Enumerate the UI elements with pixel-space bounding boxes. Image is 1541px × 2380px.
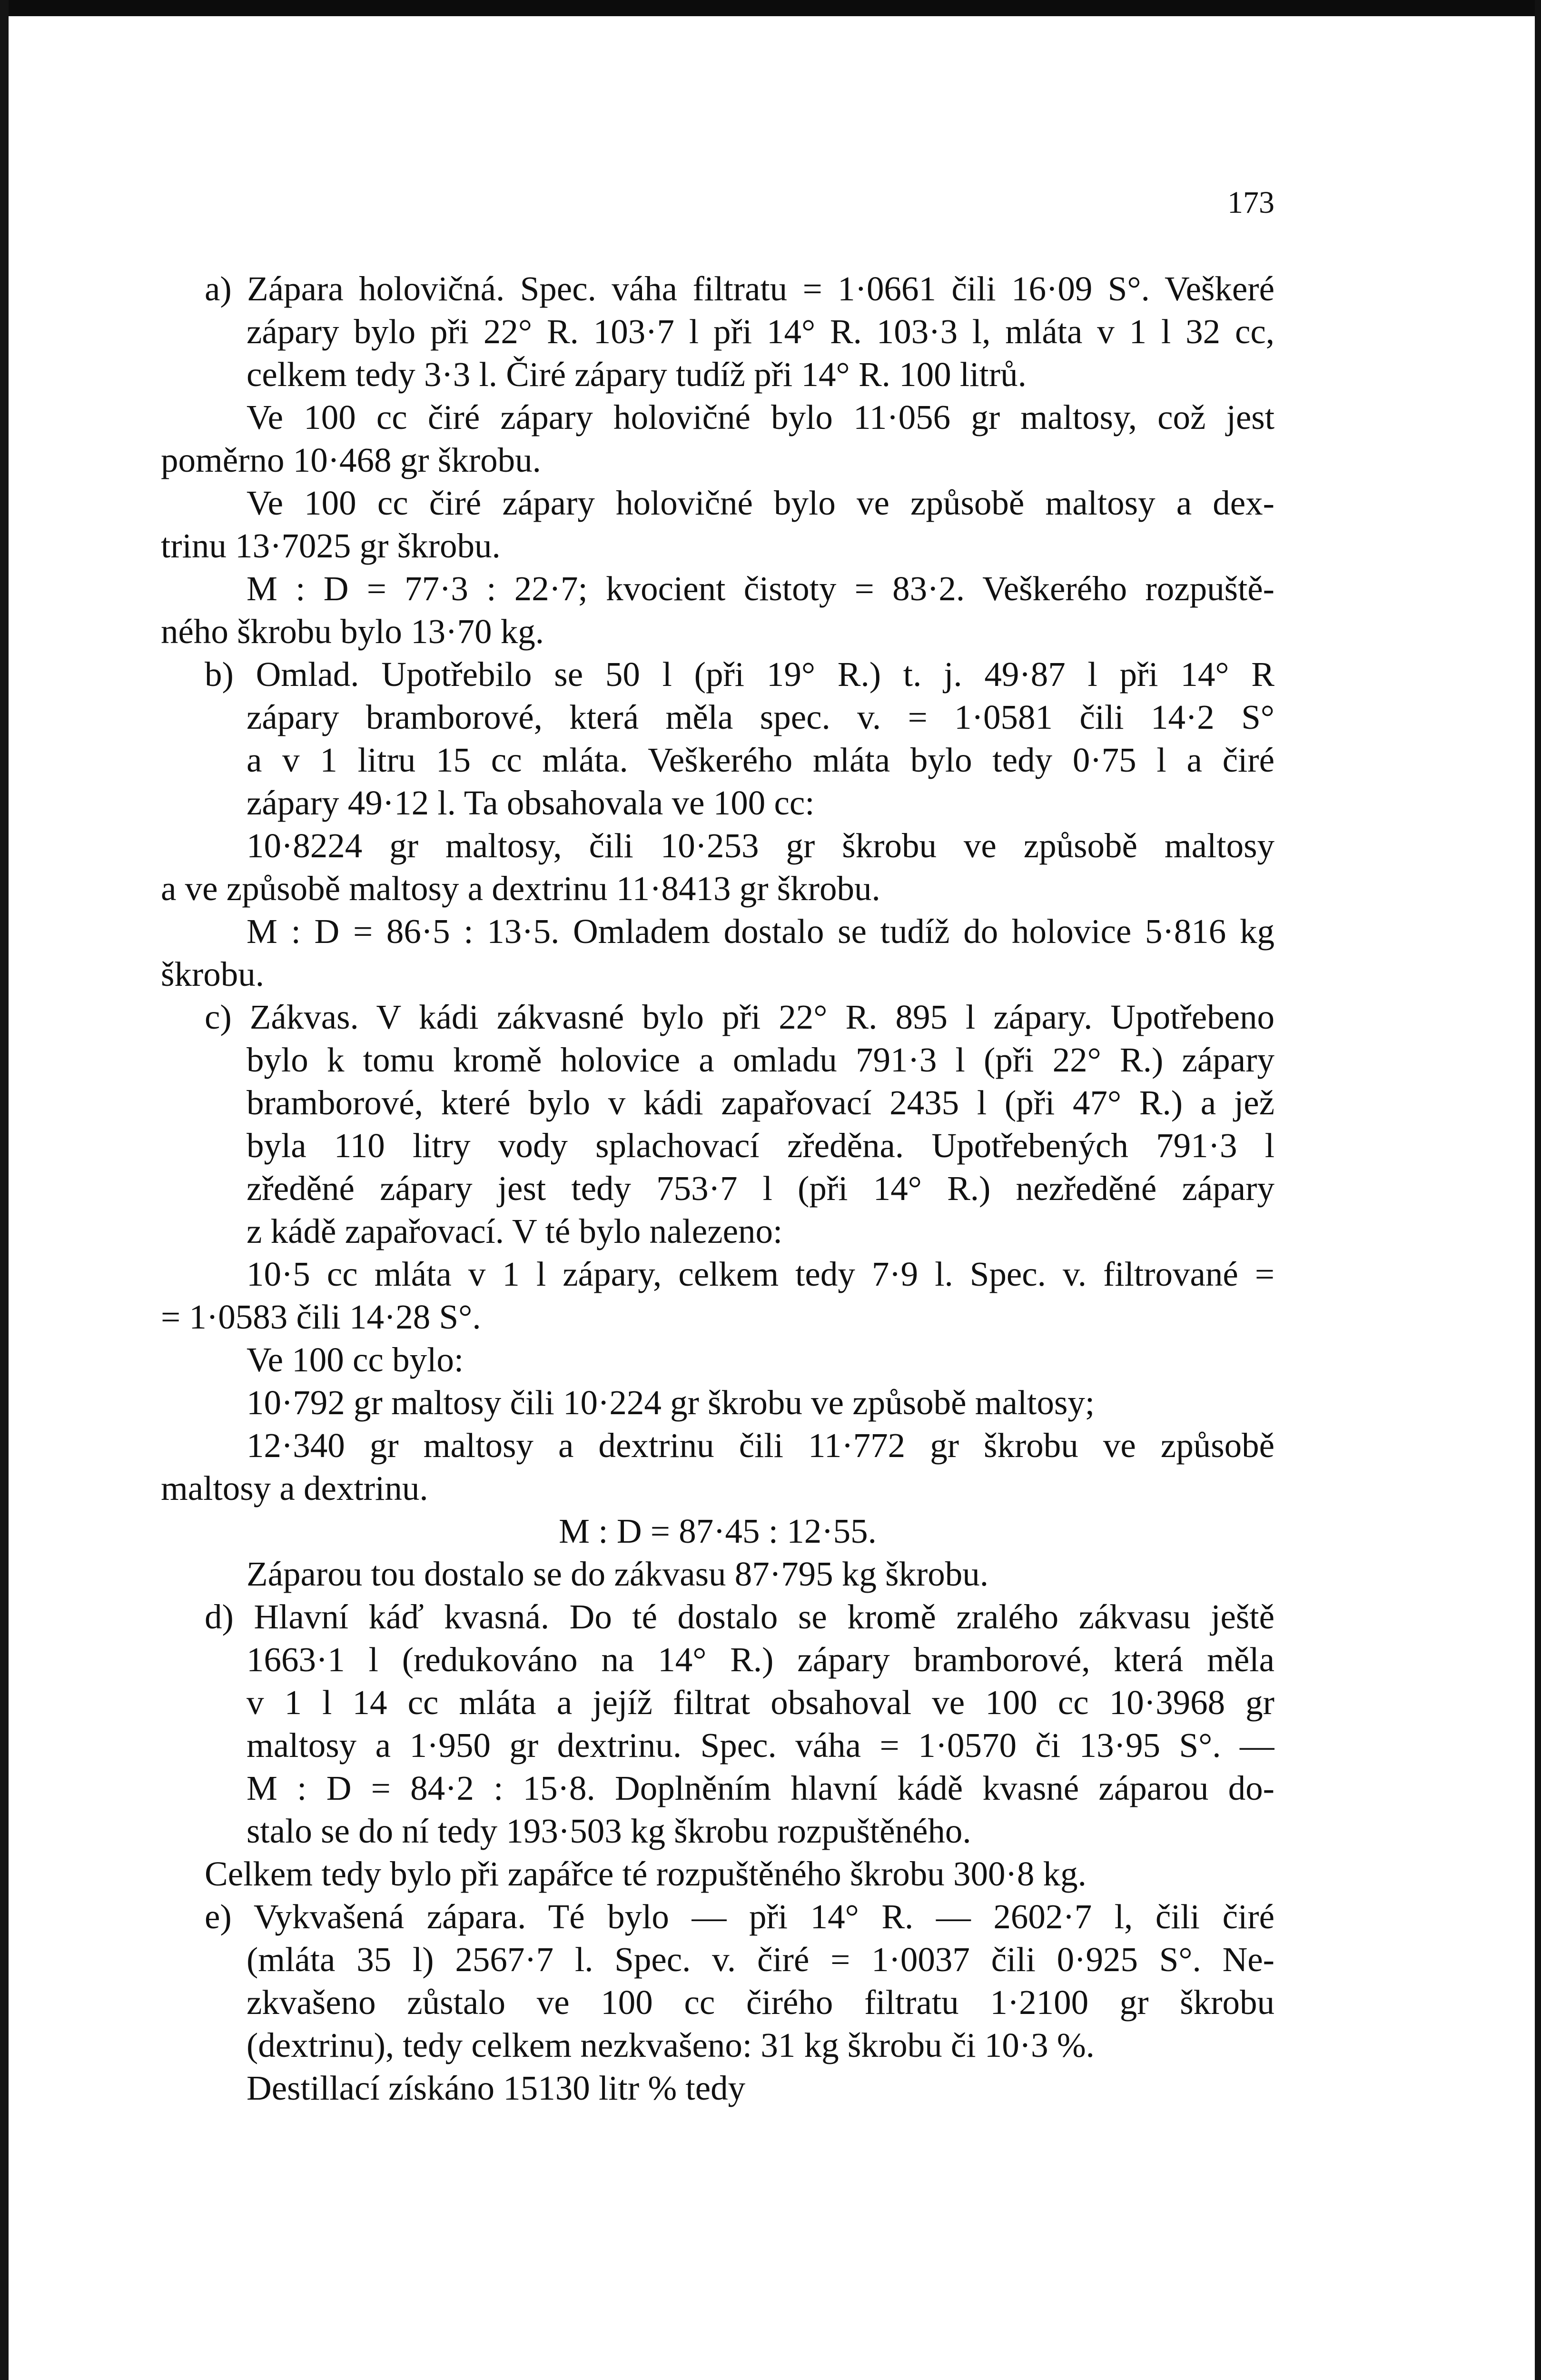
- text-line: 10·8224 gr maltosy, čili 10·253 gr škrobu ve způsobě maltosy: [247, 826, 1274, 865]
- text-line: maltosy a dextrinu.: [161, 1469, 428, 1507]
- text-line: celkem tedy 3·3 l. Čiré zápary tudíž při 14° R. 100 litrů.: [247, 355, 1027, 394]
- text-line: zředěné zápary jest tedy 753·7 l (při 14° R.) nezředěné zápary: [247, 1169, 1274, 1208]
- text-line: škrobu.: [161, 955, 264, 993]
- text-line: Ve 100 cc bylo:: [247, 1340, 464, 1379]
- text-line: e) Vykvašená zápara. Té bylo — při 14° R. — 2602·7 l, čili čiré: [205, 1897, 1274, 1936]
- text-line: trinu 13·7025 gr škrobu.: [161, 526, 501, 565]
- text-line: zápary 49·12 l. Ta obsahovala ve 100 cc:: [247, 783, 815, 822]
- text-line: bylo k tomu kromě holovice a omladu 791·3 l (při 22° R.) zápary: [247, 1041, 1274, 1079]
- text-line: poměrno 10·468 gr škrobu.: [161, 441, 541, 479]
- text-line: 10·5 cc mláta v 1 l zápary, celkem tedy 7·9 l. Spec. v. filtrované =: [247, 1255, 1274, 1293]
- text-line: M : D = 86·5 : 13·5. Omladem dostalo se tudíž do holovice 5·816 kg: [247, 912, 1274, 951]
- text-line: M : D = 87·45 : 12·55.: [559, 1512, 877, 1550]
- text-line: M : D = 77·3 : 22·7; kvocient čistoty = 83·2. Veškerého rozpuště-: [247, 569, 1274, 608]
- text-line: v 1 l 14 cc mláta a jejíž filtrat obsahoval ve 100 cc 10·3968 gr: [247, 1683, 1274, 1722]
- text-line: bramborové, které bylo v kádi zapařovací 2435 l (při 47° R.) a jež: [247, 1083, 1274, 1122]
- text-line: stalo se do ní tedy 193·503 kg škrobu rozpuštěného.: [247, 1812, 971, 1850]
- text-line: zápary bylo při 22° R. 103·7 l při 14° R. 103·3 l, mláta v 1 l 32 cc,: [247, 312, 1274, 351]
- page-number: 173: [1227, 185, 1274, 220]
- text-line: M : D = 84·2 : 15·8. Doplněním hlavní kádě kvasné záparou do-: [247, 1769, 1274, 1807]
- text-line: 10·792 gr maltosy čili 10·224 gr škrobu ve způsobě maltosy;: [247, 1383, 1095, 1422]
- text-line: a v 1 litru 15 cc mláta. Veškerého mláta bylo tedy 0·75 l a čiré: [247, 741, 1274, 779]
- scan-border-right: [1535, 0, 1541, 2380]
- text-line: ného škrobu bylo 13·70 kg.: [161, 612, 544, 651]
- text-line: (mláta 35 l) 2567·7 l. Spec. v. čiré = 1·0037 čili 0·925 S°. Ne-: [247, 1940, 1274, 1979]
- text-line: b) Omlad. Upotřebilo se 50 l (při 19° R.) t. j. 49·87 l při 14° R: [205, 655, 1274, 694]
- text-line: Ve 100 cc čiré zápary holovičné bylo 11·056 gr maltosy, což jest: [247, 398, 1274, 436]
- text-line: (dextrinu), tedy celkem nezkvašeno: 31 kg škrobu či 10·3 %.: [247, 2026, 1095, 2064]
- text-line: byla 110 litry vody splachovací zředěna. Upotřebených 791·3 l: [247, 1126, 1274, 1165]
- text-line: z kádě zapařovací. V té bylo nalezeno:: [247, 1212, 783, 1250]
- text-line: c) Zákvas. V kádi zákvasné bylo při 22° R. 895 l zápary. Upotřebeno: [205, 998, 1274, 1036]
- body-text: [161, 268, 1274, 2110]
- text-line: maltosy a 1·950 gr dextrinu. Spec. váha = 1·0570 či 13·95 S°. —: [247, 1726, 1274, 1765]
- scan-border-left: [0, 0, 9, 2380]
- text-line: 12·340 gr maltosy a dextrinu čili 11·772 gr škrobu ve způsobě: [247, 1426, 1274, 1465]
- text-line: Destillací získáno 15130 litr % tedy: [247, 2069, 746, 2107]
- text-line: Celkem tedy bylo při zapářce té rozpuštěného škrobu 300·8 kg.: [205, 1854, 1087, 1893]
- text-line: Ve 100 cc čiré zápary holovičné bylo ve způsobě maltosy a dex-: [247, 484, 1274, 522]
- text-line: zkvašeno zůstalo ve 100 cc čirého filtratu 1·2100 gr škrobu: [247, 1983, 1274, 2022]
- text-line: zápary bramborové, která měla spec. v. = 1·0581 čili 14·2 S°: [247, 698, 1274, 736]
- text-line: 1663·1 l (redukováno na 14° R.) zápary bramborové, která měla: [247, 1640, 1274, 1679]
- text-line: Záparou tou dostalo se do zákvasu 87·795 kg škrobu.: [247, 1555, 989, 1593]
- text-line: d) Hlavní káď kvasná. Do té dostalo se kromě zralého zákvasu ještě: [205, 1597, 1274, 1636]
- text-line: a ve způsobě maltosy a dextrinu 11·8413 gr škrobu.: [161, 869, 880, 908]
- text-line: = 1·0583 čili 14·28 S°.: [161, 1298, 481, 1336]
- text-line: a) Zápara holovičná. Spec. váha filtratu = 1·0661 čili 16·09 S°. Veškeré: [205, 269, 1274, 308]
- scan-border-top: [0, 0, 1541, 16]
